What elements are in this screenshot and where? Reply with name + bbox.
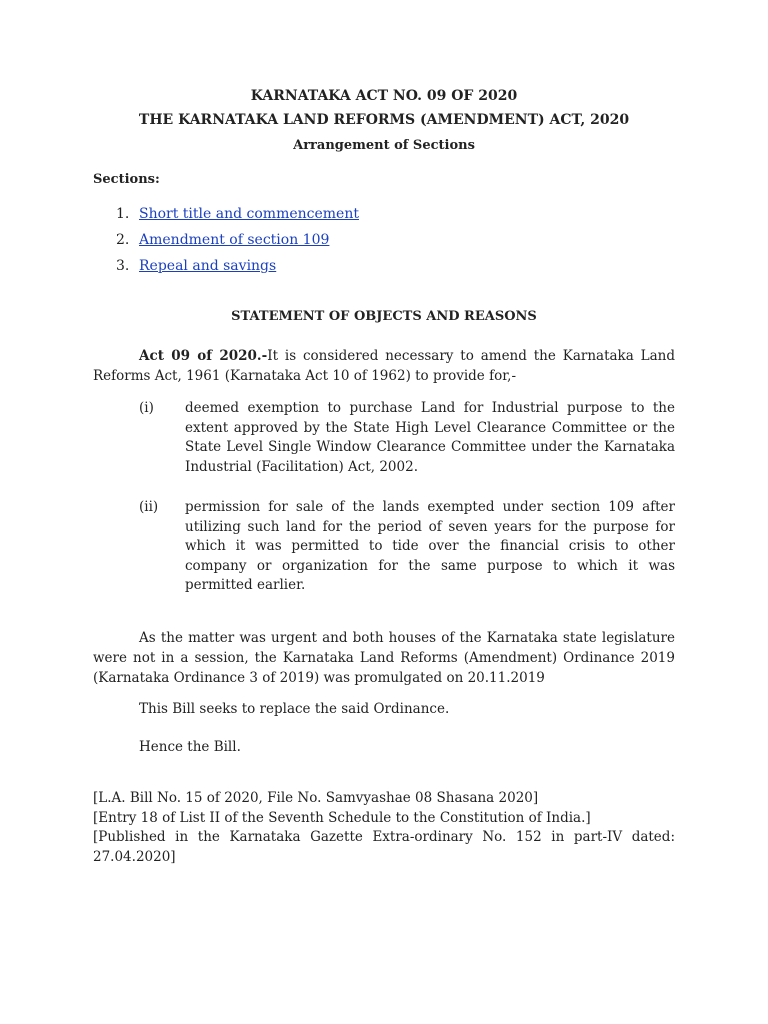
bill-number-note: [L.A. Bill No. 15 of 2020, File No. Samvyashae 08 Shasana 2020] [93, 790, 539, 806]
ordinance-paragraph: As the matter was urgent and both houses of the Karnataka state legislature were not in a session, the Karnataka Land Reforms (Amendment) Ordinance 2019 (Karnataka Ordinance 3 of 2019) was promulgated on 20.11.2019 [93, 630, 675, 686]
bill-notes [93, 789, 675, 867]
intro-text: It is considered necessary to amend the Karnataka Land Reforms Act, 1961 (Karnataka Act 10 of 1962) to provide for,- [93, 348, 675, 384]
sections-list [116, 205, 359, 283]
section-link-amendment[interactable]: Amendment of section 109 [139, 232, 330, 248]
clause-ii [139, 498, 675, 596]
section-number: 2. [116, 232, 130, 248]
act-title: THE KARNATAKA LAND REFORMS (AMENDMENT) ACT, 2020 [138, 112, 630, 128]
bill-purpose-paragraph: This Bill seeks to replace the said Ordinance. [139, 701, 450, 717]
section-item [116, 205, 359, 231]
section-link-short-title[interactable]: Short title and commencement [139, 206, 359, 222]
arrangement-heading: Arrangement of Sections [293, 138, 475, 153]
section-number: 1. [116, 206, 130, 222]
act-number-title: KARNATAKA ACT NO. 09 OF 2020 [250, 88, 518, 104]
section-link-repeal[interactable]: Repeal and savings [139, 258, 277, 274]
intro-paragraph [93, 347, 675, 387]
statement-heading: STATEMENT OF OBJECTS AND REASONS [231, 309, 537, 324]
clause-text: deemed exemption to purchase Land for Industrial purpose to the extent approved by the State High Level Clearance Committee or the State Level Single Window Clearance Committee under the Karnataka Industrial (Facilitation) Act, 2002. [185, 400, 675, 475]
section-item [116, 257, 359, 283]
section-number: 3. [116, 258, 130, 274]
entry-note: [Entry 18 of List II of the Seventh Schedule to the Constitution of India.] [93, 809, 591, 826]
section-item [116, 231, 359, 257]
clause-text: permission for sale of the lands exempted under section 109 after utilizing such land for the period of seven years for the purpose for which it was permitted to tide over the financial crisis to other company or organization for the same purpose to which it was permitted earlier. [185, 499, 675, 594]
sections-label: Sections: [93, 172, 160, 187]
gazette-note: [Published in the Karnataka Gazette Extra-ordinary No. 152 in part-IV dated: 27.04.2020] [93, 829, 675, 865]
clause-i [139, 399, 675, 477]
act-lead: Act 09 of 2020.- [139, 348, 268, 364]
hence-bill-paragraph: Hence the Bill. [139, 739, 241, 755]
clause-number: (i) [139, 400, 154, 416]
clause-number: (ii) [139, 499, 159, 515]
